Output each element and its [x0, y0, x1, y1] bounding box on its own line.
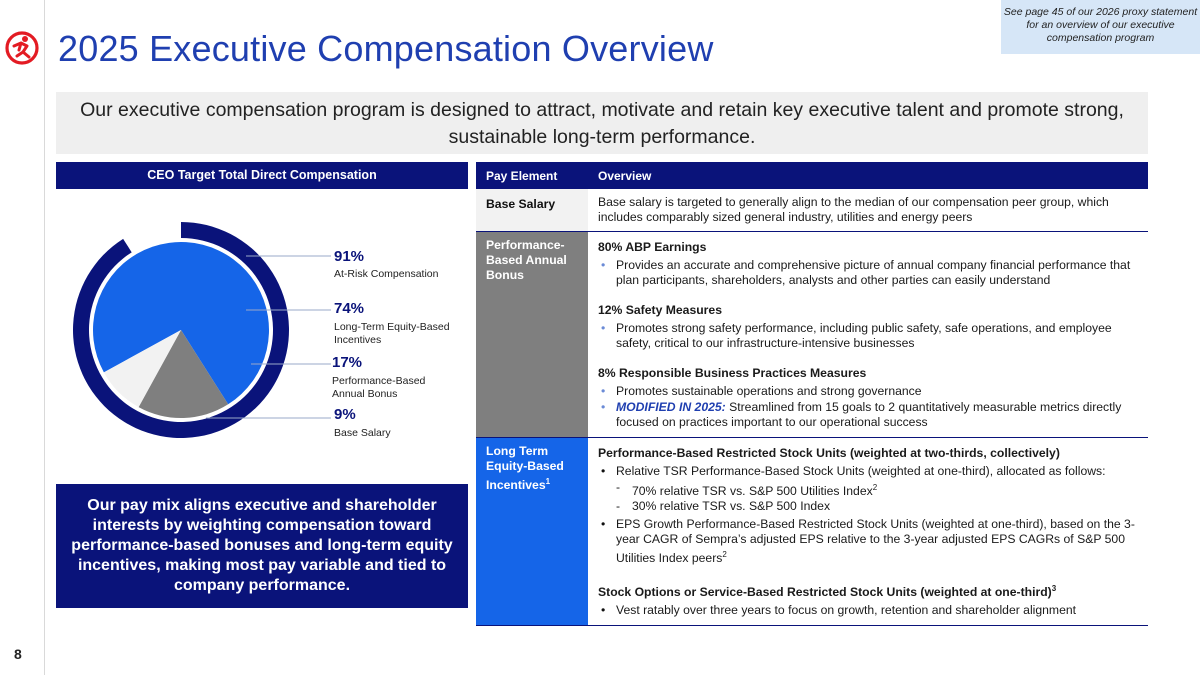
pay-elements-table	[476, 162, 1148, 626]
page-title: 2025 Executive Compensation Overview	[58, 28, 714, 69]
lti-label-text: Long Term Equity-Based Incentives	[486, 444, 564, 493]
row-label-lti	[476, 438, 588, 626]
lti-bullet-vest: • Vest ratably over three years to focus on growth, retention and shareholder alignment	[598, 603, 1138, 618]
lti-bullet-eps	[598, 517, 1138, 566]
company-logo-icon	[4, 30, 40, 66]
ceo-panel-header: CEO Target Total Direct Compensation	[56, 162, 468, 189]
label-text-lti: Long-Term Equity-Based Incentives	[334, 321, 450, 346]
table-row-base-salary	[476, 189, 1148, 232]
bonus-heading-rbp: 8% Responsible Business Practices Measures	[598, 366, 867, 380]
lti-bullet-eps-text: EPS Growth Performance-Based Restricted Stock Units (weighted at one-third), based on the 3-year CAGR of Sempra’s adjusted EPS relative to the 3-year adjusted EPS CAGRs of S&P 500 Utilities Index peers	[616, 517, 1135, 566]
lti-dash-utilities	[598, 480, 1138, 499]
label-pct-base: 9%	[334, 406, 356, 423]
lti-label-footnote: 1	[545, 477, 551, 486]
proxy-reference-note: See page 45 of our 2026 proxy statement for an overview of our executive compensation program	[1001, 0, 1200, 54]
program-summary-banner: Our executive compensation program is designed to attract, motivate and retain key executive talent and promote strong, sustainable long-term performance.	[56, 92, 1148, 154]
modified-text: Streamlined from 15 goals to 2 quantitatively measurable metrics directly focused on practices important to our operational success	[616, 400, 1122, 429]
left-divider	[44, 0, 45, 675]
bonus-heading-abp: 80% ABP Earnings	[598, 240, 707, 254]
label-pct-at-risk: 91%	[334, 248, 365, 265]
modified-tag: MODIFIED IN 2025:	[616, 400, 726, 414]
pay-mix-callout: Our pay mix aligns executive and shareholder interests by weighting compensation toward performance-based bonuses and long-term equity incentives, making most pay variable and tied to company performance.	[56, 484, 468, 608]
page-number: 8	[14, 646, 22, 662]
lti-heading-prsu: Performance-Based Restricted Stock Units (weighted at two-thirds, collectively)	[598, 446, 1060, 460]
bonus-bullet-abp: • Provides an accurate and comprehensive picture of annual company financial performance that plan participants, shareholders, analysts and other parties can easily understand	[598, 258, 1138, 288]
row-content-lti	[588, 438, 1148, 626]
lti-dash-utilities-footnote: 2	[872, 483, 878, 492]
lti-heading-options-text: Stock Options or Service-Based Restricted Stock Units (weighted at one-third)	[598, 585, 1052, 600]
label-pct-bonus: 17%	[332, 354, 363, 371]
header-pay-element: Pay Element	[476, 162, 588, 189]
ceo-pay-mix-chart	[56, 190, 468, 480]
lti-heading-options-footnote: 3	[1051, 584, 1057, 594]
row-content-bonus	[588, 232, 1148, 438]
lti-bullet-eps-footnote: 2	[722, 550, 727, 560]
label-pct-lti: 74%	[334, 300, 365, 317]
header-overview: Overview	[588, 162, 1148, 189]
bonus-bullet-safety: • Promotes strong safety performance, including public safety, safe operations, and employee safety, critical to our infrastructure-intensive businesses	[598, 321, 1138, 351]
lti-dash-sp500: - 30% relative TSR vs. S&P 500 Index	[598, 499, 1138, 514]
row-label-base-salary: Base Salary	[476, 189, 588, 232]
bonus-bullet-rbp: • Promotes sustainable operations and strong governance	[598, 384, 1138, 399]
bonus-heading-safety: 12% Safety Measures	[598, 303, 722, 317]
lti-heading-options	[598, 581, 1138, 600]
table-header-row	[476, 162, 1148, 189]
lti-bullet-tsr: • Relative TSR Performance-Based Stock Units (weighted at one-third), allocated as follows:	[598, 464, 1138, 479]
lti-dash-utilities-text: 70% relative TSR vs. S&P 500 Utilities Index	[632, 484, 873, 499]
table-row-bonus	[476, 232, 1148, 438]
label-text-bonus: Performance-Based Annual Bonus	[332, 375, 426, 400]
table-row-lti	[476, 438, 1148, 626]
label-text-at-risk: At-Risk Compensation	[334, 268, 439, 280]
row-text-base-salary: Base salary is targeted to generally align to the median of our compensation peer group, which includes comparably sized general industry, utilities and energy peers	[588, 189, 1148, 232]
bonus-bullet-modified	[598, 400, 1138, 430]
row-label-bonus: Performance-Based Annual Bonus	[476, 232, 588, 438]
label-text-base: Base Salary	[334, 427, 391, 439]
